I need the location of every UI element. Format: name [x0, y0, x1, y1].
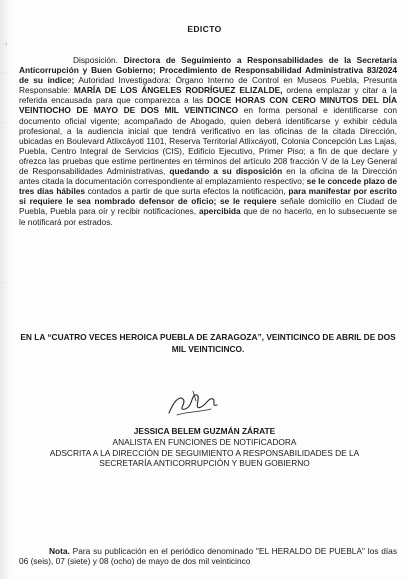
- body-bold-segment: Directora de Seguimiento a Responsabilidades de la Secretaría Anticorrupción y Buen Gobierno; Procedimiento de Responsabilidad Administrativa 83/2024 de su índice;: [19, 55, 397, 86]
- signature-block: [0, 426, 409, 469]
- signatory-office: ADSCRITA A LA DIRECCIÓN DE SEGUIMIENTO A RESPONSABILIDADES DE LA: [49, 447, 360, 458]
- body-segment: ordena emplazar y citar a la referida encausada para que comparezca a las: [19, 85, 398, 106]
- body-bold-segment: quedando a su disposición: [169, 166, 283, 177]
- document-title: EDICTO: [187, 24, 222, 34]
- body-segment: Autoridad Investigadora: Órgano Interno de Control en Museos Puebla, Presunta Responsable:: [19, 75, 397, 96]
- body-bold-segment: para manifestar por escrito si requiere le sea nombrado defensor de oficio;: [19, 186, 397, 207]
- margin-scribble: ·: [2, 120, 4, 127]
- margin-scribble: ·: [2, 280, 4, 287]
- hearing-datetime: DOCE HORAS CON CERO MINUTOS DEL DÍA VEINTIOCHO DE MAYO DE DOS MIL VEINTICINCO: [19, 95, 398, 116]
- handwritten-signature-icon: [163, 385, 223, 421]
- signatory-name: JESSICA BELEM GUZMÁN ZÁRATE: [133, 426, 276, 436]
- signatory-office: SECRETARÍA ANTICORRUPCIÓN Y BUEN GOBIERNO: [99, 458, 310, 469]
- publication-note: [19, 546, 397, 566]
- body-segment: contados a partir de que surta efectos la notificación,: [85, 186, 289, 197]
- body-segment: en forma personal e identificarse con documento oficial vigente; acompañado de Abogado, quien deberá identificarse y exhibir cédula profesional, a la audiencia inicial que tendrá verificativo en las oficinas de la citada Dirección, ubicadas en Boulevard Atlixcáyotl 1101, Reserva Territorial Atlixcáyotl, Colonia Concepción Las Lajas, Puebla, Centro Integral de Servicios (CIS), Edificio Ejecutivo, Primer Piso; a fin de que declare y ofrezca las pruebas que estime pertinentes en términos del artículo 208 fracción V de la Ley General de Responsabilidades Administrativas,: [19, 105, 397, 177]
- respondent-name: MARÍA DE LOS ÁNGELES RODRÍGUEZ ELIZALDE,: [73, 85, 283, 96]
- closing-place-date: EN LA “CUATRO VECES HEROICA PUEBLA DE ZARAGOZA”, VEINTICINCO DE ABRIL DE DOS MIL VEINTICINCO.: [20, 332, 396, 354]
- note-label: Nota.: [49, 546, 70, 556]
- body-bold-segment: se le concede plazo de tres días hábiles: [19, 176, 397, 197]
- body-segment: Disposición.: [73, 55, 124, 65]
- note-text: Para su publicación en el periódico denominado "EL HERALDO DE PUEBLA" los días 06 (seis), 07 (siete) y 08 (ocho) de mayo de dos mil veinticinco: [19, 546, 397, 567]
- margin-scribble: ·: [2, 70, 4, 77]
- body-segment: señale domicilio en Ciudad de Puebla, Puebla para oír y recibir notificaciones,: [19, 196, 397, 217]
- body-segment: que de no hacerlo, en lo subsecuente se le notificará por estrados.: [19, 206, 397, 227]
- signatory-title: ANALISTA EN FUNCIONES DE NOTIFICADORA: [112, 436, 297, 447]
- body-bold-segment: se le requiere: [220, 196, 277, 207]
- body-bold-segment: apercibida: [198, 206, 241, 217]
- margin-scribble: ㄱ: [2, 42, 8, 49]
- edict-body: [19, 55, 397, 227]
- body-segment: en la oficina de la Dirección antes citada la documentación correspondiente al emplazamiento respectivo;: [19, 166, 397, 187]
- scanned-page-edge: [0, 0, 14, 579]
